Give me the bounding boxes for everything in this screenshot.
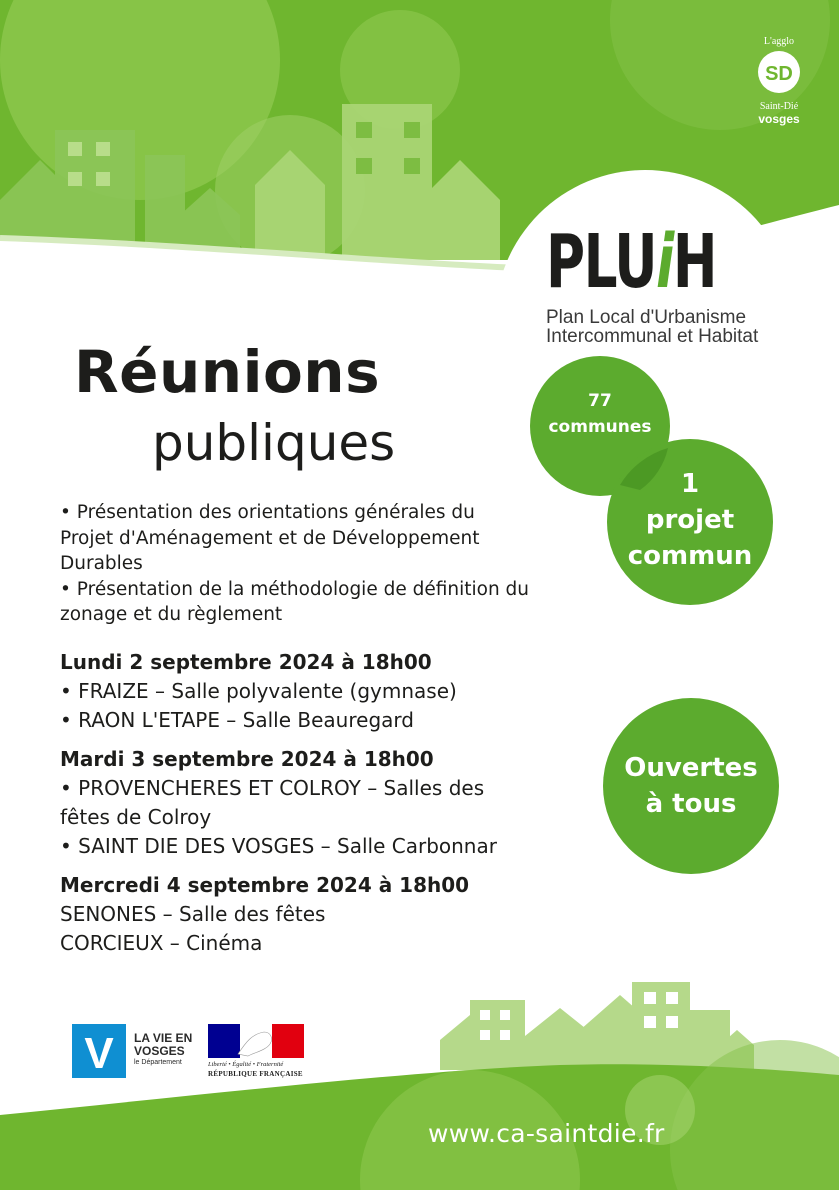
meeting-location: CORCIEUX – Cinéma: [60, 931, 263, 955]
svg-text:SD: SD: [765, 63, 793, 85]
projet-line1: projet: [645, 505, 735, 535]
projet-number: 1: [680, 469, 700, 499]
meeting-schedule: [60, 648, 580, 968]
meeting-date: Mardi 3 septembre 2024 à 18h00: [60, 747, 434, 771]
bullet-item: • Présentation de la méthodologie de définition du zonage et du règlement: [60, 578, 530, 625]
agglo-city: Saint-Dié: [759, 101, 799, 112]
pluih-word-start: PLU: [546, 219, 657, 305]
agglo-top-text: L'agglo: [763, 36, 795, 47]
bullet-item: • Présentation des orientations générales du Projet d'Aménagement et de Développement Durables: [60, 502, 480, 574]
pluih-wordmark: [546, 219, 719, 305]
marianne-flag-icon: [208, 1024, 304, 1058]
vie-line1: LA VIE EN: [134, 1031, 193, 1045]
meeting-location: • SAINT DIE DES VOSGES – Salle Carbonnar: [60, 834, 497, 858]
open-line1: Ouvertes: [624, 753, 758, 783]
agglo-region: vosges: [758, 112, 800, 126]
agenda-bullets: [60, 500, 530, 628]
rf-name: RÉPUBLIQUE FRANÇAISE: [208, 1070, 303, 1078]
communes-number: 77: [588, 391, 612, 411]
pluih-word-end: H: [672, 219, 717, 305]
pluih-logo: [546, 219, 786, 347]
pluih-line2: Intercommunal et Habitat: [546, 326, 759, 347]
meeting-block: [60, 871, 580, 958]
svg-text:V: V: [84, 1029, 114, 1078]
meeting-location: • RAON L'ETAPE – Salle Beauregard: [60, 708, 414, 732]
communes-badge: [530, 388, 670, 440]
meeting-date: Mercredi 4 septembre 2024 à 18h00: [60, 873, 470, 897]
agglo-sd-icon: [757, 50, 801, 94]
pluih-line1: Plan Local d'Urbanisme: [546, 307, 747, 328]
meeting-location: SENONES – Salle des fêtes: [60, 902, 326, 926]
republique-francaise-logo: [208, 1024, 308, 1079]
vie-line3: le Département: [134, 1059, 182, 1066]
rf-motto: Liberté • Égalité • Fraternité: [208, 1061, 284, 1068]
page-subtitle: publiques: [152, 414, 396, 472]
meeting-block: [60, 745, 580, 861]
page-title: Réunions: [74, 338, 381, 406]
meeting-date: Lundi 2 septembre 2024 à 18h00: [60, 650, 432, 674]
open-line2: à tous: [645, 789, 737, 819]
agglo-logo: [744, 36, 814, 126]
meeting-location: • PROVENCHERES ET COLROY – Salles des fêtes de Colroy: [60, 776, 485, 829]
website-url[interactable]: www.ca-saintdie.fr: [428, 1119, 665, 1148]
communes-label: communes: [548, 417, 652, 437]
meeting-block: [60, 648, 580, 735]
vie-en-vosges-icon: [72, 1024, 126, 1078]
projet-line2: commun: [627, 541, 753, 571]
vie-line2: VOSGES: [134, 1044, 185, 1058]
vie-en-vosges-text: [134, 1032, 204, 1067]
projet-badge: [606, 466, 774, 574]
open-badge: [607, 750, 775, 822]
pluih-word-i: i: [656, 219, 673, 305]
meeting-location: • FRAIZE – Salle polyvalente (gymnase): [60, 679, 457, 703]
